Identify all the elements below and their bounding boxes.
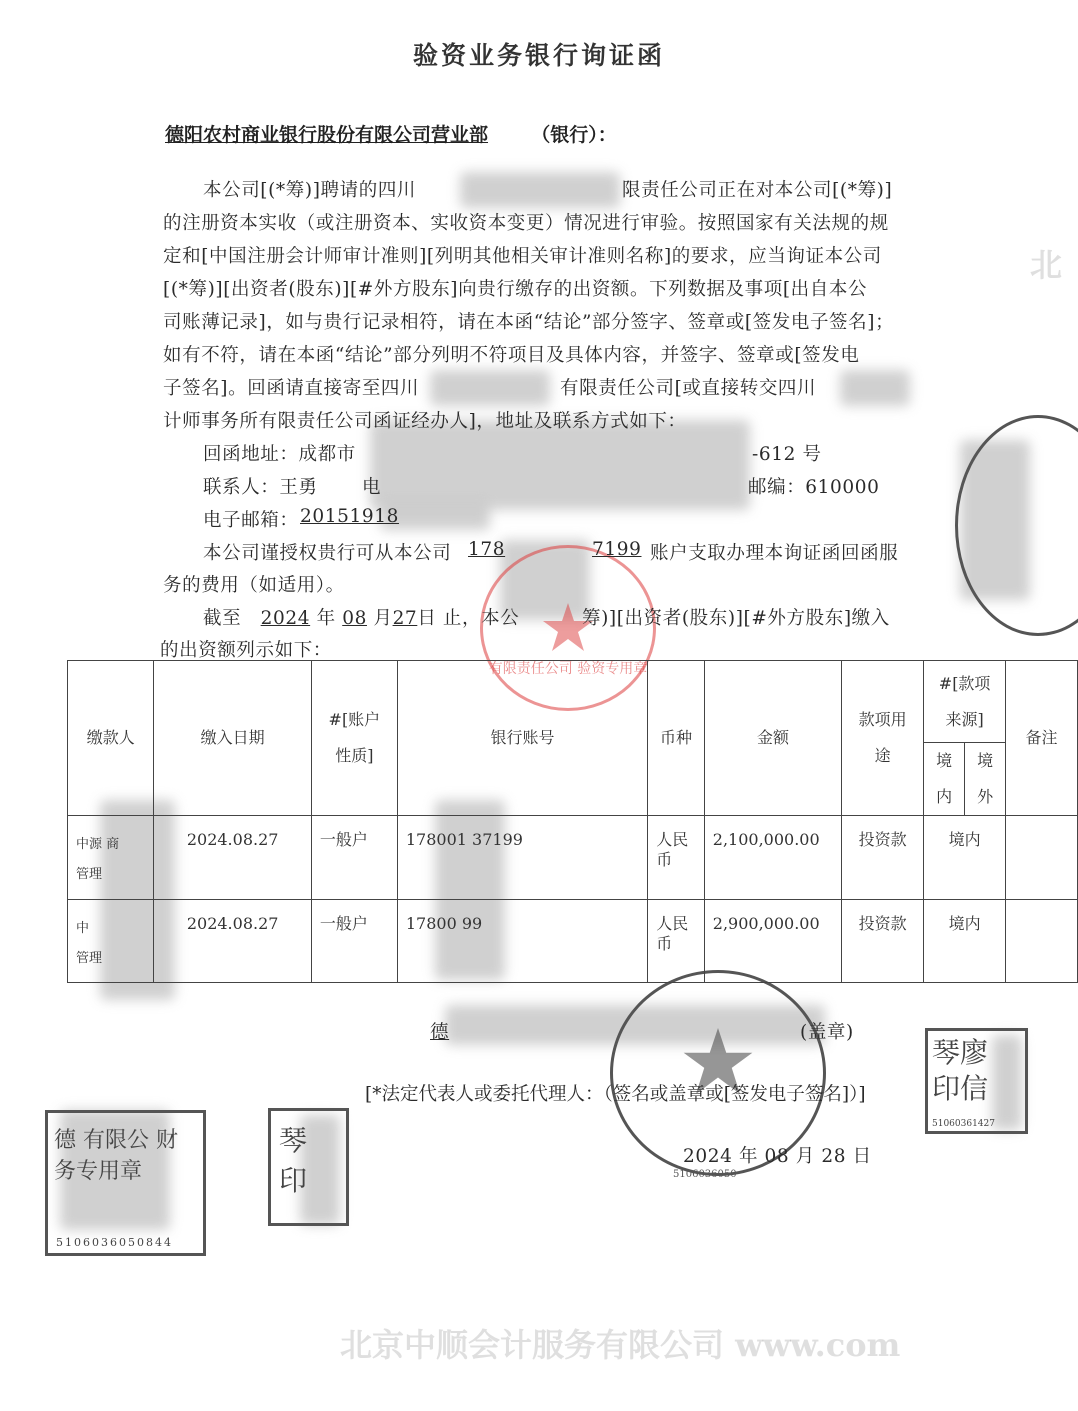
personal-stamp-left <box>268 1108 349 1226</box>
page-title: 验资业务银行询证函 <box>412 41 665 70</box>
redaction <box>840 370 910 406</box>
finance-stamp-code: 5106036050844 <box>56 1236 173 1249</box>
cell-payer: 中 管理 <box>68 900 154 983</box>
email-label: 电子邮箱： <box>203 510 299 531</box>
seal-code: 5106036050 <box>673 1169 737 1180</box>
cell-remark <box>1006 816 1078 900</box>
body-line: 有限责任公司[或直接转交四川 <box>560 378 817 399</box>
th-acct-type: #[账户性质] <box>311 661 397 816</box>
cutoff-day: 27 <box>392 608 418 629</box>
account-head: 178 <box>468 539 506 560</box>
authorize-suffix: 账户支取办理本询证函回函服 <box>650 543 899 564</box>
cutoff-prefix: 截至 <box>203 608 242 629</box>
th-currency: 币种 <box>648 661 705 816</box>
personal-stamp-text: 琴廖 印信 <box>932 1036 989 1105</box>
sign-date: 2024 年 08 月 28 日 <box>683 1146 872 1167</box>
company-name: 德 <box>430 1022 450 1043</box>
th-source: #[款项来源] <box>924 661 1006 743</box>
body-line: 限责任公司正在对本公司[(*筹)] <box>622 180 893 201</box>
personal-stamp-code: 51060361427 <box>932 1119 995 1129</box>
cutoff-rest: 止，本公 <box>442 608 520 629</box>
th-acct-no: 银行账号 <box>397 661 647 816</box>
cell-payer: 中源 商 管理 <box>68 816 154 900</box>
return-address: 回函地址：成都市 <box>203 444 356 465</box>
finance-stamp <box>45 1110 206 1256</box>
year-label: 年 <box>316 608 336 629</box>
phone-label: 电 <box>362 477 382 498</box>
table-row <box>68 816 1078 900</box>
day-label: 日 <box>417 608 437 629</box>
contribution-table <box>67 660 1078 983</box>
representative-line: [*法定代表人或委托代理人：（签名或盖章或[签发电子签名]）] <box>365 1084 866 1105</box>
cell-date: 2024.08.27 <box>154 900 311 983</box>
body-line: 计师事务所有限责任公司函证经办人]，地址及联系方式如下： <box>163 411 687 432</box>
body-line: 如有不符，请在本函“结论”部分列明不符项目及具体内容，并签字、签章或[签发电 <box>163 345 860 366</box>
cell-date: 2024.08.27 <box>154 816 311 900</box>
postcode: 邮编：610000 <box>748 477 880 498</box>
watermark: 北 <box>1030 246 1063 284</box>
authorize-prefix: 本公司谨授权贵行可从本公司 <box>203 543 452 564</box>
th-payer: 缴款人 <box>68 661 154 816</box>
authorize-line2: 务的费用（如适用）。 <box>163 575 345 596</box>
watermark: 北京中顺会计服务有限公司 www.com <box>340 1326 901 1364</box>
cell-purpose: 投资款 <box>842 900 924 983</box>
cutoff-month: 08 <box>342 608 367 629</box>
addressee <box>165 120 617 147</box>
cell-currency: 人民币 <box>648 900 705 983</box>
th-domestic: 境内 <box>924 743 965 816</box>
redaction <box>430 370 550 406</box>
finance-stamp-text: 德 有限公 财务专用章 <box>54 1128 178 1184</box>
seal-label: (盖章) <box>800 1022 854 1043</box>
red-seal-text: 有限责任公司 验资专用章 <box>488 661 648 677</box>
body-line: 子签名]。回函请直接寄至四川 <box>163 378 420 399</box>
cell-amount: 2,100,000.00 <box>704 816 841 900</box>
cell-amount: 2,900,000.00 <box>704 900 841 983</box>
cell-purpose: 投资款 <box>842 816 924 900</box>
cell-source: 境内 <box>924 900 1006 983</box>
addressee-suffix: （银行）： <box>531 124 617 146</box>
return-address-tail: -612 号 <box>752 444 822 465</box>
bank-name: 德阳农村商业银行股份有限公司营业部 <box>165 124 489 146</box>
body-line: 本公司[(*筹)]聘请的四川 <box>203 180 417 201</box>
body-line: 司账薄记录]，如与贵行记录相符，请在本函“结论”部分签字、签章或[签发电子签名]； <box>163 312 895 333</box>
personal-stamp-text: 琴 印 <box>279 1124 308 1197</box>
personal-stamp-right <box>925 1028 1028 1134</box>
contact-person: 联系人：王勇 <box>203 477 318 498</box>
th-amount: 金额 <box>704 661 841 816</box>
cutoff-line <box>203 604 519 630</box>
cutoff-rest2: 筹)][出资者(股东)][#外方股东]缴入 <box>582 608 890 629</box>
cell-remark <box>1006 900 1078 983</box>
cell-currency: 人民币 <box>648 816 705 900</box>
th-purpose: 款项用途 <box>842 661 924 816</box>
cell-acct-no: 17800 99 <box>397 900 647 983</box>
email-value: 20151918 <box>300 506 399 527</box>
cell-source: 境内 <box>924 816 1006 900</box>
th-foreign: 境外 <box>965 743 1006 816</box>
account-tail: 7199 <box>592 539 642 560</box>
redaction <box>460 172 620 208</box>
cutoff-line2: 的出资额列示如下： <box>160 640 332 661</box>
cell-acct-type: 一般户 <box>311 900 397 983</box>
body-line: [(*筹)][出资者(股东)][#外方股东]向贵行缴存的出资额。下列数据及事项[出自本公 <box>163 279 868 300</box>
th-remark: 备注 <box>1006 661 1078 816</box>
cell-acct-no: 178001 37199 <box>397 816 647 900</box>
redaction <box>370 420 750 510</box>
cell-acct-type: 一般户 <box>311 816 397 900</box>
th-date: 缴入日期 <box>154 661 311 816</box>
body-line: 的注册资本实收（或注册资本、实收资本变更）情况进行审验。按照国家有关法规的规 <box>163 213 889 234</box>
month-label: 月 <box>373 608 393 629</box>
table-row <box>68 900 1078 983</box>
cutoff-year: 2024 <box>260 608 311 629</box>
body-line: 定和[中国注册会计师审计准则][列明其他相关审计准则名称]的要求，应当询证本公司 <box>163 246 882 267</box>
